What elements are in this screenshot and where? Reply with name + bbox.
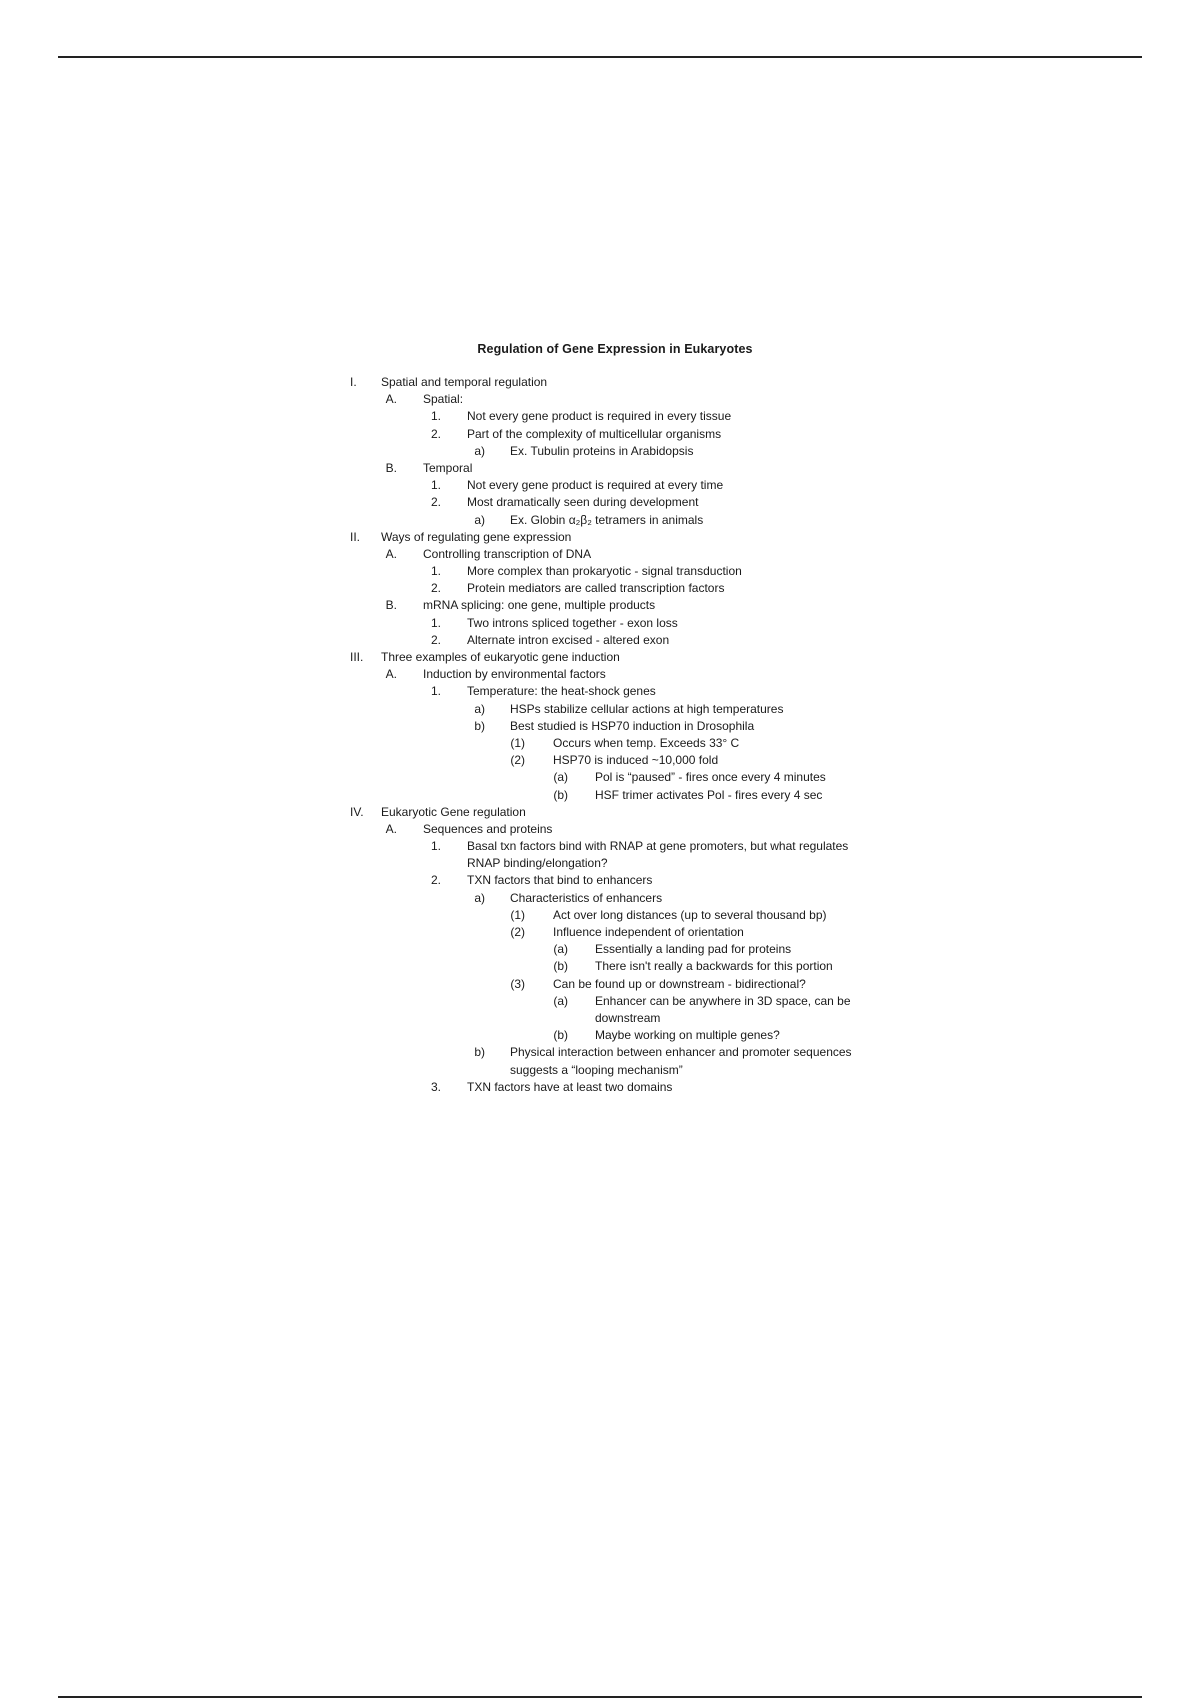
- outline-marker: I.: [350, 375, 357, 389]
- outline-marker: (a): [553, 942, 568, 957]
- outline-item: [255, 958, 975, 975]
- outline-text: Occurs when temp. Exceeds 33° C: [553, 735, 740, 750]
- outline-item: [255, 512, 975, 529]
- outline-marker: 2.: [430, 495, 441, 510]
- outline-item: [255, 426, 975, 443]
- outline-marker: 1.: [430, 564, 441, 579]
- outline-text: Temporal: [423, 460, 473, 475]
- outline-item: [255, 1010, 975, 1027]
- outline-marker: II.: [350, 529, 361, 544]
- outline-marker: A.: [385, 821, 397, 836]
- outline-marker: 2.: [430, 632, 441, 647]
- outline-text: Maybe working on multiple genes?: [595, 1028, 780, 1043]
- outline-item: [255, 580, 975, 597]
- outline-item: [255, 735, 975, 752]
- outline-marker: (2): [510, 753, 525, 768]
- outline-marker: A.: [385, 392, 397, 407]
- outline-item: [255, 838, 975, 855]
- outline-text: Physical interaction between enhancer and promoter sequences: [510, 1045, 852, 1060]
- outline-marker: (3): [510, 976, 525, 991]
- outline-marker: a): [474, 701, 485, 716]
- outline-text: Pol is “paused” - fires once every 4 minutes: [595, 770, 826, 785]
- outline-marker: (2): [510, 925, 525, 939]
- outline-text: Most dramatically seen during development: [467, 495, 699, 510]
- outline-text: Essentially a landing pad for proteins: [595, 942, 792, 957]
- outline-text: Spatial and temporal regulation: [381, 375, 548, 389]
- outline-item: [255, 443, 975, 460]
- outline-item: [255, 615, 975, 632]
- outline-text: Temperature: the heat-shock genes: [467, 684, 656, 699]
- outline-marker: 3.: [430, 1079, 441, 1094]
- outline-marker: B.: [385, 460, 397, 475]
- outline-text: HSF trimer activates Pol - fires every 4 sec: [595, 787, 823, 802]
- outline-text: Controlling transcription of DNA: [423, 546, 592, 561]
- outline-item: [255, 924, 975, 941]
- outline-text: HSP70 is induced ~10,000 fold: [553, 753, 719, 768]
- outline-item: [255, 1044, 975, 1061]
- outline-marker: (a): [553, 770, 568, 785]
- outline-item: [255, 1079, 975, 1096]
- outline-text: Ex. Globin α₂β₂ tetramers in animals: [510, 512, 704, 527]
- outline-marker: 1.: [430, 615, 441, 630]
- outline-marker: (b): [553, 1028, 568, 1043]
- outline-item: [255, 701, 975, 718]
- outline-marker: (b): [553, 787, 568, 802]
- outline-text: Ex. Tubulin proteins in Arabidopsis: [510, 443, 694, 458]
- outline-marker: 1.: [430, 684, 441, 699]
- outline-item: [255, 890, 975, 907]
- outline-item: [255, 408, 975, 425]
- outline-marker: 2.: [430, 873, 441, 888]
- outline-marker: b): [474, 718, 485, 733]
- outline-item: [255, 460, 975, 477]
- outline-item: [255, 769, 975, 786]
- outline-item: [255, 941, 975, 958]
- outline-item: [255, 391, 975, 408]
- outline-text: Not every gene product is required at every time: [467, 478, 724, 493]
- outline-marker: B.: [385, 598, 397, 613]
- outline-item: [255, 907, 975, 924]
- outline-marker: a): [474, 512, 485, 527]
- outline-marker: A.: [385, 546, 397, 561]
- outline-marker: III.: [350, 650, 364, 664]
- outline-text: Part of the complexity of multicellular organisms: [467, 426, 722, 441]
- document-page: [255, 260, 975, 1200]
- outline-marker: 2.: [430, 581, 441, 596]
- outline-list: [255, 374, 975, 1096]
- outline-item: [255, 976, 975, 993]
- outline-text: Characteristics of enhancers: [510, 890, 663, 905]
- outline-item: [255, 752, 975, 769]
- outline-marker: IV.: [350, 804, 364, 819]
- outline-text: Act over long distances (up to several thousand bp): [553, 907, 827, 922]
- outline-item: [255, 683, 975, 700]
- outline-item: [255, 821, 975, 838]
- outline-text: Spatial:: [423, 392, 464, 407]
- outline-text: Can be found up or downstream - bidirectional?: [553, 976, 806, 991]
- outline-text: Induction by environmental factors: [423, 667, 606, 682]
- outline-text: Two introns spliced together - exon loss: [467, 615, 678, 630]
- outline-text: RNAP binding/elongation?: [467, 856, 608, 871]
- outline-marker: (a): [553, 993, 568, 1008]
- outline-text: downstream: [595, 1010, 661, 1025]
- outline-item: [255, 804, 975, 821]
- outline-text: Protein mediators are called transcription factors: [467, 581, 725, 596]
- outline-text: Basal txn factors bind with RNAP at gene promoters, but what regulates: [467, 839, 849, 854]
- outline-text: Best studied is HSP70 induction in Drosophila: [510, 718, 755, 733]
- document-title: Regulation of Gene Expression in Eukaryotes: [477, 342, 753, 356]
- outline-item: [255, 374, 975, 391]
- outline-marker: 2.: [430, 426, 441, 441]
- bottom-rule: [58, 1696, 1142, 1698]
- outline-item: [255, 632, 975, 649]
- outline-text: There isn't really a backwards for this portion: [595, 959, 833, 974]
- outline-marker: a): [474, 443, 485, 458]
- outline-text: More complex than prokaryotic - signal transduction: [467, 564, 742, 579]
- outline-item: [255, 666, 975, 683]
- outline-item: [255, 1027, 975, 1044]
- outline-text: mRNA splicing: one gene, multiple products: [423, 598, 656, 613]
- outline-item: [255, 649, 975, 666]
- outline-marker: b): [474, 1045, 485, 1060]
- outline-item: [255, 787, 975, 804]
- outline-text: Influence independent of orientation: [553, 925, 744, 939]
- outline-text: Ways of regulating gene expression: [381, 529, 572, 544]
- outline-text: Alternate intron excised - altered exon: [467, 632, 670, 647]
- outline-marker: 1.: [430, 839, 441, 854]
- outline-marker: A.: [385, 667, 397, 682]
- outline-text: TXN factors that bind to enhancers: [467, 873, 653, 888]
- outline-item: [255, 546, 975, 563]
- outline-item: [255, 597, 975, 614]
- outline-item: [255, 494, 975, 511]
- outline-item: [255, 563, 975, 580]
- outline-marker: (b): [553, 959, 568, 974]
- outline-text: Enhancer can be anywhere in 3D space, can be: [595, 993, 851, 1008]
- outline-text: suggests a “looping mechanism”: [510, 1062, 683, 1077]
- outline-item: [255, 872, 975, 889]
- outline-text: Not every gene product is required in every tissue: [467, 409, 732, 424]
- outline-text: Sequences and proteins: [423, 821, 553, 836]
- outline-marker: 1.: [430, 478, 441, 493]
- outline-text: Eukaryotic Gene regulation: [381, 804, 526, 819]
- outline-item: [255, 477, 975, 494]
- outline-text: TXN factors have at least two domains: [467, 1079, 673, 1094]
- outline-text: HSPs stabilize cellular actions at high temperatures: [510, 701, 784, 716]
- outline-marker: a): [474, 890, 485, 905]
- outline-marker: (1): [510, 735, 525, 750]
- outline-item: [255, 718, 975, 735]
- outline-text: Three examples of eukaryotic gene induction: [381, 650, 620, 664]
- outline-item: [255, 993, 975, 1010]
- outline-marker: 1.: [430, 409, 441, 424]
- top-rule: [58, 56, 1142, 58]
- outline-item: [255, 1062, 975, 1079]
- outline-item: [255, 529, 975, 546]
- outline-marker: (1): [510, 907, 525, 922]
- outline-item: [255, 855, 975, 872]
